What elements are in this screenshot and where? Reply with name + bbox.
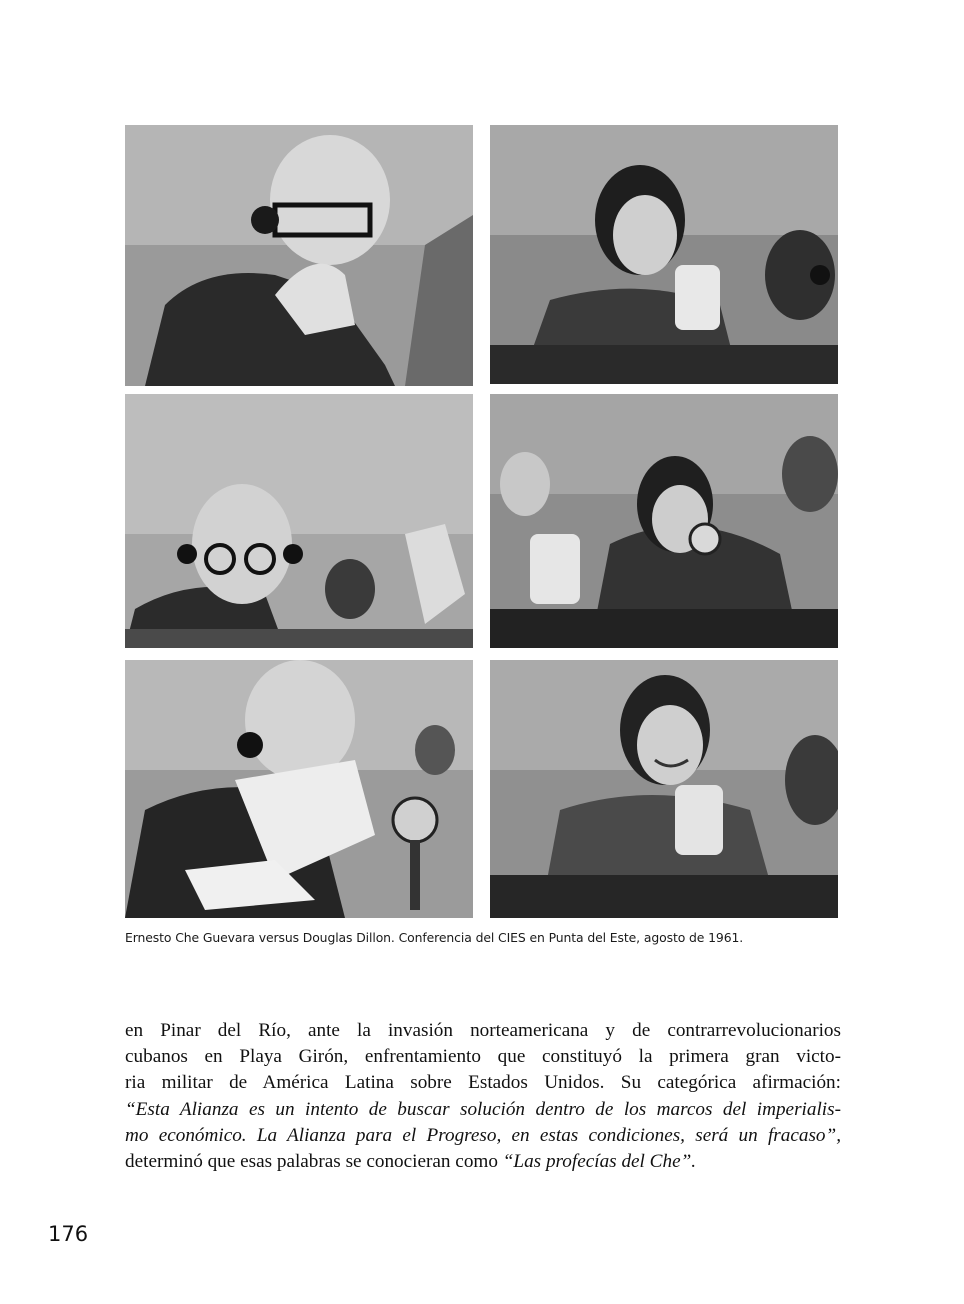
body-line-quote <box>125 1097 841 1123</box>
body-line: cubanos en Playa Girón, enfrentamiento que constituyó la primera gran victo- <box>125 1046 841 1068</box>
body-text-plain: determinó que esas palabras se conocieran como <box>125 1151 503 1173</box>
photo-dillon-3 <box>125 660 473 918</box>
photo-dillon-2 <box>125 394 473 648</box>
body-line: en Pinar del Río, ante la invasión norteamericana y de contrarrevolucionarios <box>125 1020 841 1041</box>
quote-text: “Esta Alianza es un intento de buscar solución dentro de los marcos del imperialis- <box>125 1098 841 1120</box>
photo-che-3 <box>490 660 838 918</box>
photo-che-1 <box>490 125 838 384</box>
body-line-quote <box>125 1123 841 1149</box>
photo-caption: Ernesto Che Guevara versus Douglas Dillon. Conferencia del CIES en Punta del Este, agosto de 1961. <box>125 930 744 945</box>
page-number: 176 <box>48 1222 89 1246</box>
body-line <box>125 1149 841 1175</box>
quote-title: “Las profecías del Che”. <box>502 1151 697 1173</box>
body-paragraph <box>125 1018 841 1175</box>
quote-text: mo económico. La Alianza para el Progreso, en estas condiciones, será un fracaso”, <box>125 1124 841 1146</box>
photo-che-2 <box>490 394 838 648</box>
body-line: ria militar de América Latina sobre Estados Unidos. Su categórica afirmación: <box>125 1072 841 1094</box>
photo-dillon-1 <box>125 125 473 386</box>
